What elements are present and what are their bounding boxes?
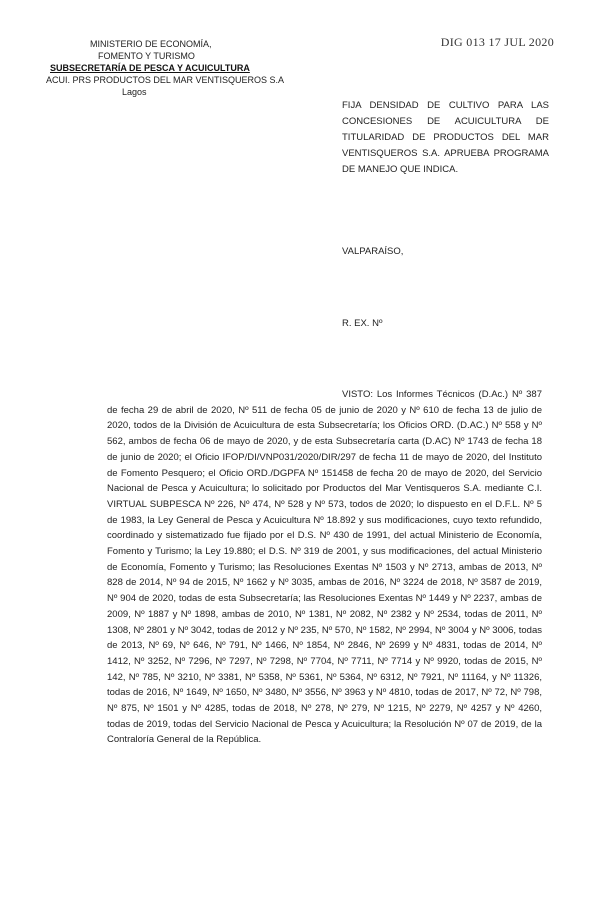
ministry-name-line2: FOMENTO Y TURISMO xyxy=(98,51,195,61)
document-reference-stamp: DIG 013 17 JUL 2020 xyxy=(440,35,554,49)
applicant-line: ACUI. PRS PRODUCTOS DEL MAR VENTISQUEROS S.A xyxy=(46,75,285,85)
place-line: VALPARAÍSO, xyxy=(342,246,404,257)
location-line: Lagos xyxy=(122,87,147,97)
letterhead xyxy=(40,38,285,98)
visto-paragraph: VISTO: Los Informes Técnicos (D.Ac.) Nº 387 de fecha 29 de abril de 2020, Nº 511 de fecha 05 de junio de 2020 y Nº 610 de fecha 13 de julio de 2020, todos de la División de Acuicultura de esta Subsecretaría; los Oficios ORD. (D.AC.) Nº 558 y Nº 562, ambos de fecha 06 de mayo de 2020, y de esta Subsecretaría carta (D.AC) Nº 1743 de fecha 18 de junio de 2020; el Oficio IFOP/DI/VNP031/2020/DIR/297 de fecha 11 de mayo de 2020, del Instituto de Fomento Pesquero; el Oficio ORD./DGPFA Nº 151458 de fecha 20 de mayo de 2020, del Servicio Nacional de Pesca y Acuicultura; lo solicitado por Productos del Mar Ventisqueros S.A. mediante C.I. VIRTUAL SUBPESCA Nº 226, Nº 474, Nº 528 y Nº 573, todos de 2020; lo dispuesto en el D.F.L. Nº 5 de 1983, la Ley General de Pesca y Acuicultura Nº 18.892 y sus modificaciones, cuyo texto refundido, coordinado y sistematizado fue fijado por el D.S. Nº 430 de 1991, del actual Ministerio de Economía, Fomento y Turismo; la Ley 19.880; el D.S. Nº 319 de 2001, y sus modificaciones, del actual Ministerio de Economía, Fomento y Turismo; las Resoluciones Exentas Nº 1503 y Nº 2713, ambas de 2013, Nº 828 de 2014, Nº 94 de 2015, Nº 1662 y Nº 3035, ambas de 2016, Nº 3224 de 2018, Nº 3587 de 2019, Nº 904 de 2020, todas de esta Subsecretaría; las Resoluciones Exentas Nº 1449 y Nº 2237, ambas de 2009, Nº 1887 y Nº 1898, ambas de 2010, Nº 1381, Nº 2082, Nº 2382 y Nº 2534, todas de 2011, Nº 1308, Nº 2801 y Nº 3042, todas de 2012 y Nº 235, Nº 570, Nº 1582, Nº 2994, Nº 3004 y Nº 3006, todas de 2013, Nº 69, Nº 646, Nº 791, Nº 1466, Nº 1854, Nº 2846, Nº 2699 y Nº 4831, todas de 2014, Nº 1412, Nº 3252, Nº 7296, Nº 7297, Nº 7298, Nº 7704, Nº 7711, Nº 7714 y Nº 9920, todas de 2015, Nº 142, Nº 785, Nº 3210, Nº 3381, Nº 5358, Nº 5361, Nº 5364, Nº 6312, Nº 7921, Nº 11164, y Nº 11326, todas de 2016, Nº 1649, Nº 1650, Nº 3480, Nº 3556, Nº 3963 y Nº 4810, todas de 2017, Nº 72, Nº 798, Nº 875, Nº 1501 y Nº 4285, todas de 2018, Nº 278, Nº 279, Nº 1215, Nº 2279, Nº 4257 y Nº 4260, todas de 2019, todas del Servicio Nacional de Pesca y Acuicultura; la Resolución Nº 07 de 2019, de la Contraloría General de la República. xyxy=(107,389,542,746)
resolution-summary: FIJA DENSIDAD DE CULTIVO PARA LAS CONCESIONES DE ACUICULTURA DE TITULARIDAD DE PRODUCTOS DEL MAR VENTISQUEROS S.A. APRUEBA PROGRAMA DE MANEJO QUE INDICA. xyxy=(342,100,549,175)
undersecretariat-name: SUBSECRETARÍA DE PESCA Y ACUICULTURA xyxy=(50,63,250,73)
ministry-name-line1: MINISTERIO DE ECONOMÍA, xyxy=(90,39,212,49)
resolution-number-label: R. EX. Nº xyxy=(342,318,383,329)
